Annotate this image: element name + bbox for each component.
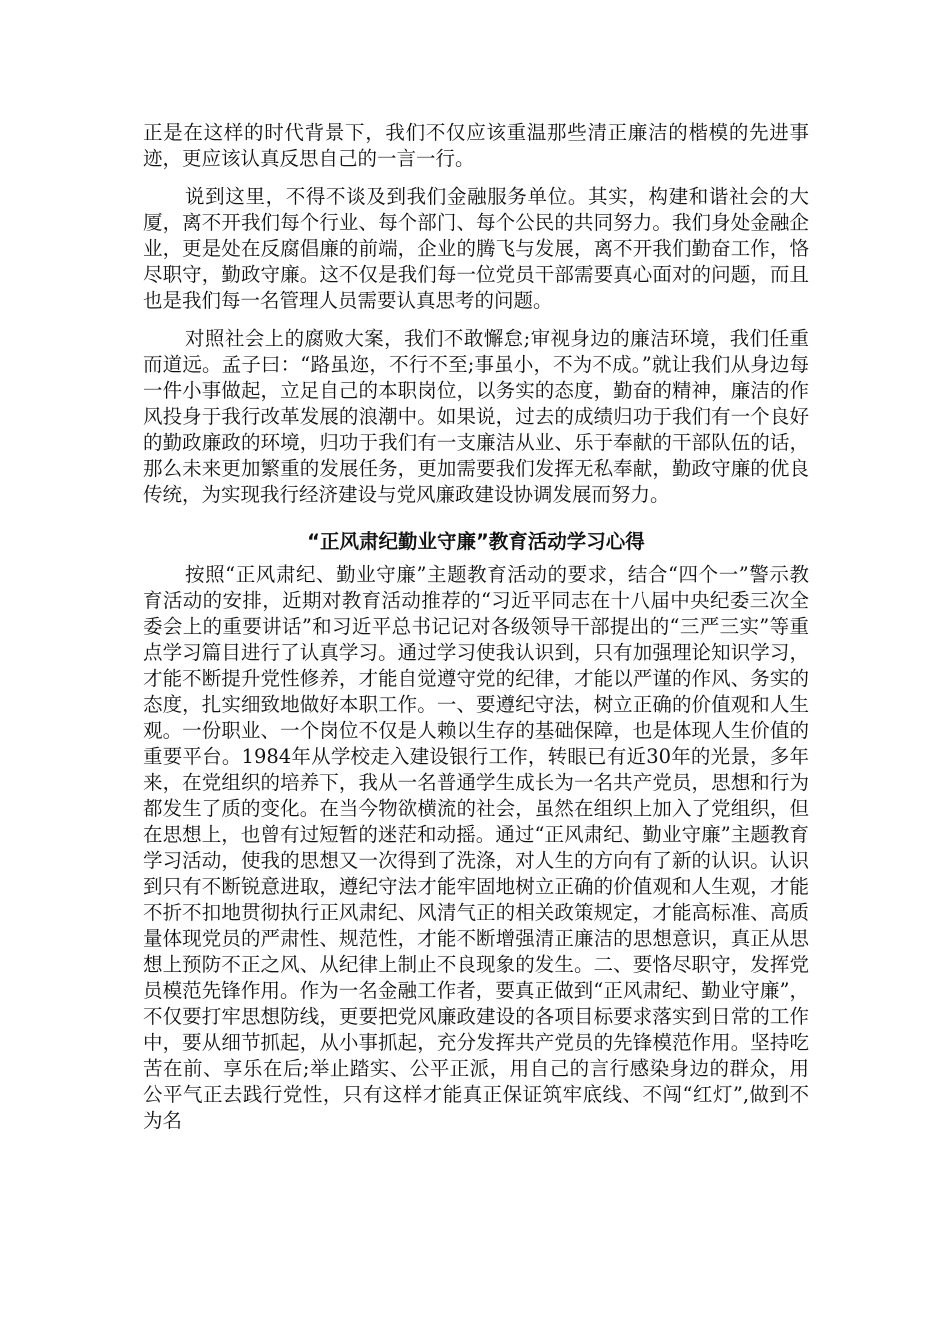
paragraph-3: 对照社会上的腐败大案，我们不敢懈怠;审视身边的廉洁环境，我们任重而道远。孟子曰：“路虽迩，不行不至;事虽小，不为不成。”就让我们从身边每一件小事做起，立足自己的本职岗位，以务实的态度，勤奋的精神，廉洁的作风投身于我行改革发展的浪潮中。如果说，过去的成绩归功于我们有一个良好的勤政廉政的环境，归功于我们有一支廉洁从业、乐于奉献的干部队伍的话，那么未来更加繁重的发展任务，更加需要我们发挥无私奉献，勤政守廉的优良传统，为实现我行经济建设与党风廉政建设协调发展而努力。 <box>143 327 809 506</box>
paragraph-2: 说到这里，不得不谈及到我们金融服务单位。其实，构建和谐社会的大厦，离不开我们每个行业、每个部门、每个公民的共同努力。我们身处金融企业，更是处在反腐倡廉的前端，企业的腾飞与发展，离不开我们勤奋工作，恪尽职守，勤政守廉。这不仅是我们每一位党员干部需要真心面对的问题，而且也是我们每一名管理人员需要认真思考的问题。 <box>143 185 809 312</box>
section-title: “正风肃纪勤业守廉”教育活动学习心得 <box>307 530 645 553</box>
document-body <box>143 120 809 1134</box>
paragraph-1: 正是在这样的时代背景下，我们不仅应该重温那些清正廉洁的楷模的先进事迹，更应该认真反思自己的一言一行。 <box>143 121 809 170</box>
section-body-paragraph: 按照“正风肃纪、勤业守廉”主题教育活动的要求，结合“四个一”警示教育活动的安排，近期对教育活动推荐的“习近平同志在十八届中央纪委三次全委会上的重要讲话”和习近平总书记记对各级领导干部提出的“三严三实”等重点学习篇目进行了认真学习。通过学习使我认识到，只有加强理论知识学习，才能不断提升党性修养，才能自觉遵守党的纪律，才能以严谨的作风、务实的态度，扎实细致地做好本职工作。一、要遵纪守法，树立正确的价值观和人生观。一份职业、一个岗位不仅是人赖以生存的基础保障，也是体现人生价值的重要平台。1984年从学校走入建设银行工作，转眼已有近30年的光景，多年来，在党组织的培养下，我从一名普通学生成长为一名共产党员，思想和行为都发生了质的变化。在当今物欲横流的社会，虽然在组织上加入了党组织，但在思想上，也曾有过短暂的迷茫和动摇。通过“正风肃纪、勤业守廉”主题教育学习活动，使我的思想又一次得到了洗涤，对人生的方向有了新的认识。认识到只有不断锐意进取，遵纪守法才能牢固地树立正确的价值观和人生观，才能不折不扣地贯彻执行正风肃纪、风清气正的相关政策规定，才能高标准、高质量体现党员的严肃性、规范性，才能不断增强清正廉洁的思想意识，真正从思想上预防不正之风、从纪律上制止不良现象的发生。二、要恪尽职守，发挥党员模范先锋作用。作为一名金融工作者，要真正做到“正风肃纪、勤业守廉”，不仅要打牢思想防线，更要把党风廉政建设的各项目标要求落实到日常的工作中，要从细节抓起，从小事抓起，充分发挥共产党员的先锋模范作用。坚持吃苦在前、享乐在后;举止踏实、公平正派，用自己的言行感染身边的群众，用公平气正去践行党性，只有这样才能真正保证筑牢底线、不闯“红灯”,做到不为名 <box>143 563 809 1132</box>
